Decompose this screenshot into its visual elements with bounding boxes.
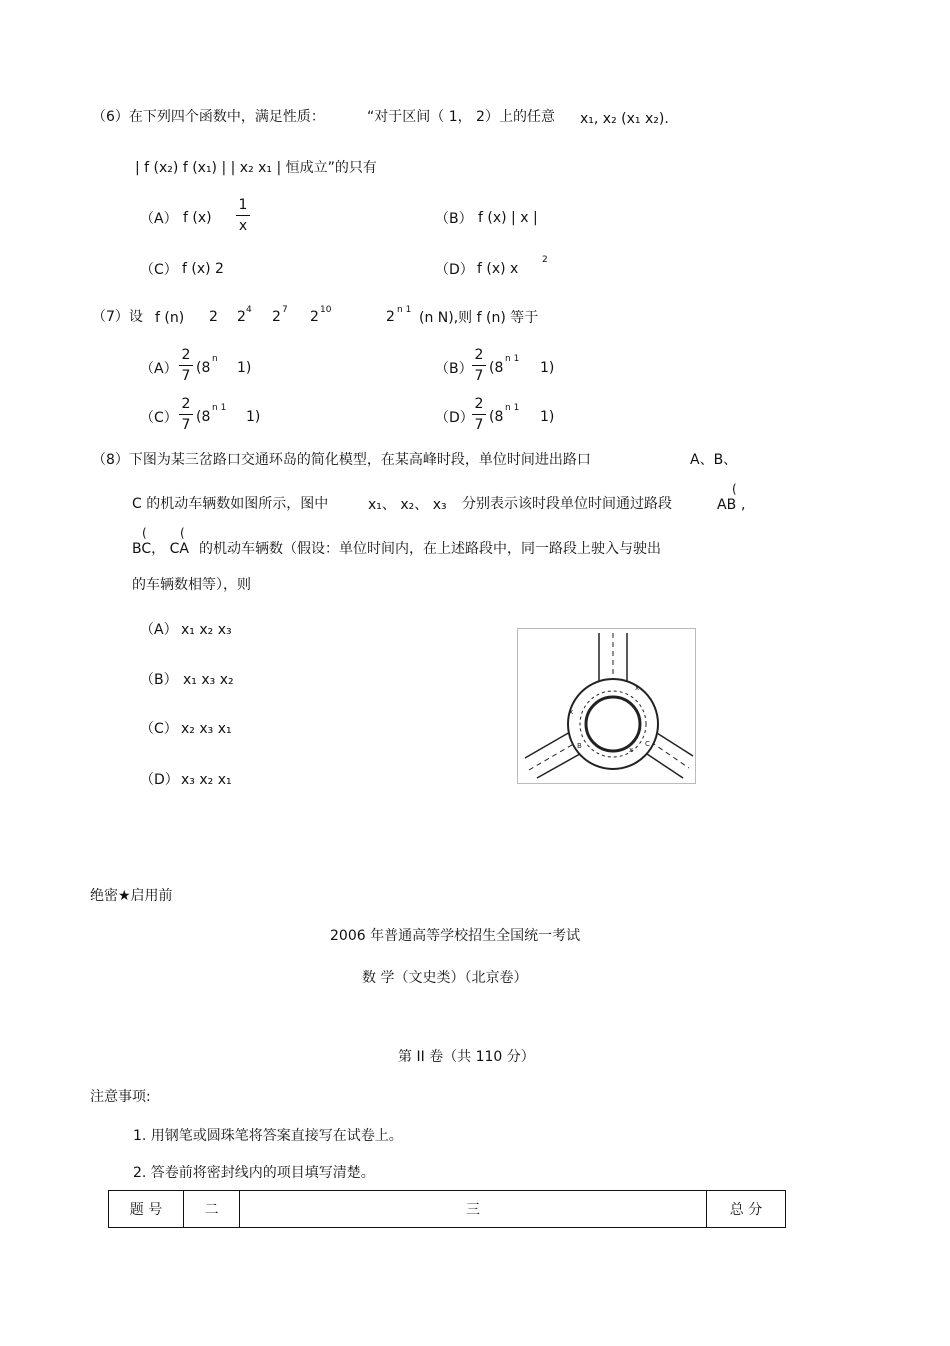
- q7-term-3: 2: [272, 309, 281, 325]
- note-item: 1. 用钢笔或圆珠笔将答案直接写在试卷上。: [133, 1128, 403, 1144]
- q8-option-a-text: x₁ x₂ x₃: [181, 622, 232, 638]
- arc-mark: (: [732, 482, 737, 496]
- q7-term-1: 2: [209, 309, 218, 325]
- q7-term-5-exp: n 1: [397, 305, 412, 315]
- q8-option-b-text: x₁ x₃ x₂: [183, 672, 234, 688]
- q7-prompt: （7）设: [92, 309, 143, 325]
- fraction-numerator: 2: [474, 347, 484, 363]
- q6-option-a-label: （A）: [140, 211, 178, 227]
- q7-fn: f (n): [155, 310, 185, 326]
- q6-quote: “对于区间（ 1， 2）上的任意: [367, 109, 555, 125]
- notes-title: 注意事项:: [90, 1089, 151, 1105]
- q7-option-d-end: 1): [540, 409, 555, 425]
- volume-title: 第 II 卷（共 110 分）: [398, 1049, 535, 1065]
- score-table-row: [109, 1191, 786, 1228]
- fraction-denominator: x: [238, 218, 248, 234]
- q7-option-d-fraction: [472, 396, 486, 433]
- fraction-numerator: 2: [474, 396, 484, 412]
- exam-subject: 数 学（文史类）（北京卷）: [362, 970, 528, 986]
- q6-option-d-exponent: 2: [542, 255, 548, 265]
- score-cell-2: 二: [184, 1191, 240, 1228]
- q7-option-c-exp: n 1: [212, 403, 227, 413]
- q7-tail: (n N),则 f (n) 等于: [419, 310, 539, 326]
- q8-option-c-text: x₂ x₃ x₁: [181, 721, 232, 737]
- q7-option-a-base: (8: [196, 360, 211, 376]
- q6-option-c-label: （C）: [140, 262, 178, 278]
- q8-option-b-label: （B）: [140, 672, 178, 688]
- q7-option-a-fraction: [179, 347, 193, 384]
- q7-option-d-exp: n 1: [505, 403, 520, 413]
- q8-arcs-bc-ca: BC， CA: [132, 541, 189, 557]
- fraction-denominator: 7: [181, 417, 191, 433]
- flow-mark: x: [635, 684, 640, 692]
- q8-option-c-label: （C）: [140, 721, 178, 737]
- q6-option-a-fx: f (x): [183, 210, 212, 226]
- q7-option-b-exp: n 1: [505, 354, 520, 364]
- q8-line-4: 的车辆数相等），则: [132, 577, 251, 593]
- fraction-denominator: 7: [474, 417, 484, 433]
- q6-option-c-text: f (x) 2: [182, 261, 224, 277]
- road-left-centerline: [529, 742, 577, 770]
- q6-option-a-fraction: [236, 197, 250, 234]
- score-cell-3: 三: [240, 1191, 707, 1228]
- q7-term-4-exp: 10: [320, 305, 332, 315]
- q7-term-4: 2: [310, 309, 319, 325]
- comma-mark: ,: [741, 497, 746, 513]
- fraction-numerator: 2: [181, 347, 191, 363]
- q7-option-a-exp: n: [212, 354, 218, 364]
- q6-option-b-label: （B）: [435, 211, 473, 227]
- q8-option-d-label: （D）: [140, 772, 179, 788]
- q7-option-c-fraction: [179, 396, 193, 433]
- q7-option-c-base: (8: [196, 409, 211, 425]
- q8-line-1-end: A、B、: [690, 452, 738, 468]
- secret-mark: 绝密★启用前: [90, 888, 173, 904]
- q7-option-c-end: 1): [246, 409, 261, 425]
- q7-term-2-exp: 4: [246, 305, 252, 315]
- score-table: [108, 1190, 786, 1228]
- q8-line-2: C 的机动车辆数如图所示，图中: [132, 496, 329, 512]
- fraction-denominator: 7: [474, 368, 484, 384]
- q7-option-a-label: （A）: [140, 361, 178, 377]
- flow-mark: x: [629, 746, 634, 754]
- q7-option-d-label: （D）: [435, 410, 474, 426]
- q6-option-b-text: f (x) | x |: [478, 210, 538, 226]
- q6-option-d-label: （D）: [435, 262, 474, 278]
- roundabout-diagram: [517, 628, 697, 784]
- arc-mark: (: [180, 526, 185, 540]
- q8-line-2-vars: x₁、 x₂、 x₃: [368, 497, 447, 513]
- q8-option-d-text: x₃ x₂ x₁: [181, 772, 232, 788]
- score-cell-label: 题 号: [109, 1191, 184, 1228]
- score-cell-total: 总 分: [707, 1191, 786, 1228]
- q7-option-d-base: (8: [489, 409, 504, 425]
- q6-option-d-text: f (x) x: [477, 261, 519, 277]
- q8-option-a-label: （A）: [140, 622, 178, 638]
- q7-option-b-base: (8: [489, 360, 504, 376]
- flow-mark: B: [577, 742, 582, 750]
- q6-vars: x₁, x₂ (x₁ x₂).: [580, 111, 669, 127]
- q8-line-3: 的机动车辆数（假设：单位时间内，在上述路段中，同一路段上驶入与驶出: [199, 541, 661, 557]
- q8-line-2-tail: 分别表示该时段单位时间通过路段: [462, 496, 672, 512]
- q7-term-3-exp: 7: [282, 305, 288, 315]
- q6-prompt: （6）在下列四个函数中，满足性质：: [92, 109, 325, 125]
- q7-option-a-end: 1): [237, 360, 252, 376]
- note-item: 2. 答卷前将密封线内的项目填写清楚。: [133, 1165, 375, 1181]
- q7-term-2: 2: [237, 309, 246, 325]
- fraction-numerator: 1: [238, 197, 248, 213]
- q7-term-5: 2: [386, 309, 395, 325]
- arc-mark: (: [142, 526, 147, 540]
- exam-title: 2006 年普通高等学校招生全国统一考试: [330, 928, 581, 944]
- fraction-numerator: 2: [181, 396, 191, 412]
- road-right-centerline: [651, 742, 689, 768]
- q8-line-1: （8）下图为某三岔路口交通环岛的简化模型，在某高峰时段，单位时间进出路口: [92, 452, 591, 468]
- q7-option-c-label: （C）: [140, 410, 178, 426]
- fraction-denominator: 7: [181, 368, 191, 384]
- q6-condition: | f (x₂) f (x₁) | | x₂ x₁ | 恒成立”的只有: [135, 160, 377, 176]
- flow-mark: x: [569, 708, 574, 716]
- q7-option-b-label: （B）: [435, 361, 473, 377]
- flow-mark: C: [645, 740, 650, 748]
- q8-arc-ab: AB: [717, 497, 737, 513]
- q7-option-b-fraction: [472, 347, 486, 384]
- ring-island: [586, 697, 640, 751]
- q7-option-b-end: 1): [540, 360, 555, 376]
